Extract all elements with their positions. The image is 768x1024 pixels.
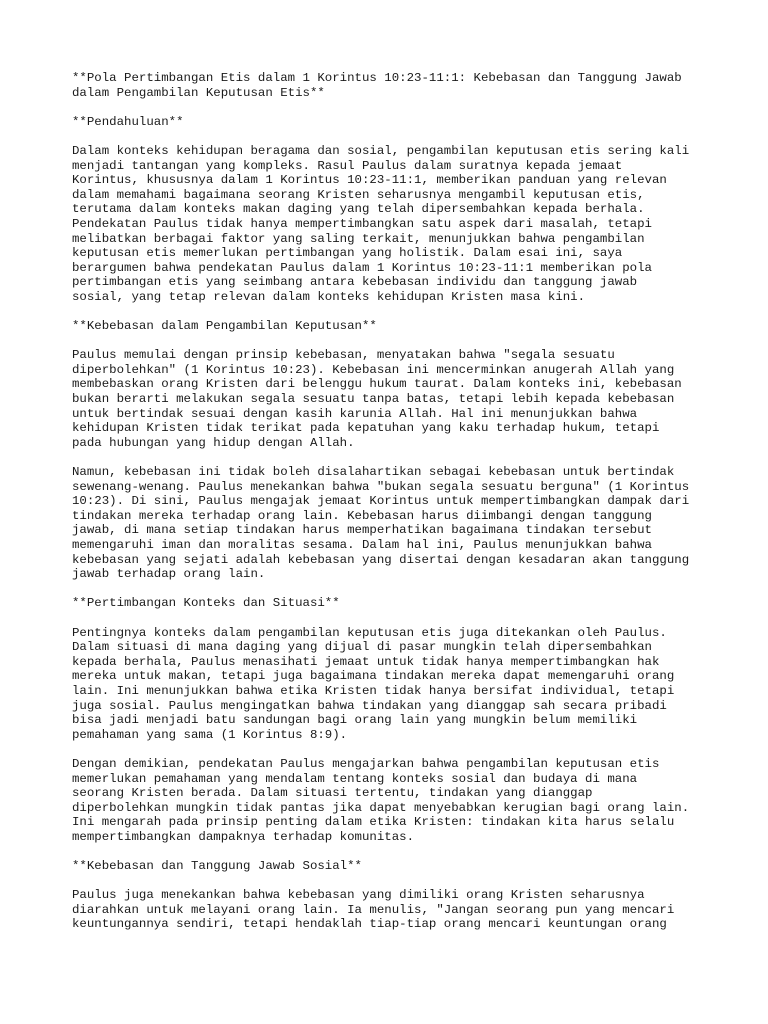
text-line: **Pertimbangan Konteks dan Situasi** (72, 596, 340, 611)
text-line: pada hubungan yang hidup dengan Allah. (72, 435, 355, 450)
text-line: **Kebebasan dalam Pengambilan Keputusan** (72, 319, 377, 334)
text-line: bukan berarti melakukan segala sesuatu tanpa batas, tetapi lebih kepada kebebasan (72, 392, 675, 407)
text-line: Pendekatan Paulus tidak hanya mempertimbangkan satu aspek dari masalah, tetapi (72, 216, 652, 231)
text-line: memengaruhi iman dan moralitas sesama. Dalam hal ini, Paulus menunjukkan bahwa (72, 538, 652, 552)
text-line: sewenang-wenang. Paulus menekankan bahwa "bukan segala sesuatu berguna" (1 Korintus (72, 479, 690, 494)
text-line: seorang Kristen berada. Dalam situasi tertentu, tindakan yang dianggap (72, 786, 593, 801)
text-line: menjadi tantangan yang kompleks. Rasul Paulus dalam suratnya kepada jemaat (72, 158, 623, 173)
section-heading (72, 319, 732, 334)
paragraph (72, 465, 732, 582)
text-line: tindakan mereka terhadap orang lain. Kebebasan harus diimbangi dengan tanggung (72, 508, 652, 523)
text-line: mempertimbangkan dampaknya terhadap komunitas. (72, 829, 415, 844)
text-line: **Pendahuluan** (72, 114, 184, 129)
section-heading (72, 115, 732, 130)
text-line: bisa jadi menjadi batu sandungan bagi orang lain yang mungkin belum memiliki (72, 713, 638, 728)
text-line: kebebasan yang sejati adalah kebebasan yang disertai dengan kesadaran akan tanggung (72, 552, 690, 567)
text-line: sosial, yang tetap relevan dalam konteks kehidupan Kristen masa kini. (72, 289, 586, 304)
text-line: Ini mengarah pada prinsip penting dalam etika Kristen: tindakan kita harus selalu (72, 815, 675, 830)
document-title (72, 71, 732, 100)
text-line: Namun, kebebasan ini tidak boleh disalahartikan sebagai kebebasan untuk bertindak (72, 465, 675, 480)
text-line: pertimbangan etis yang seimbang antara kebebasan individu dan tanggung jawab (72, 275, 638, 290)
text-line: terutama dalam konteks makan daging yang telah dipersembahkan kepada berhala. (72, 202, 645, 217)
text-line: diperbolehkan mungkin tidak pantas jika dapat menyebabkan kerugian bagi orang lain. (72, 800, 690, 815)
document-page (72, 71, 732, 947)
text-line: Dalam situasi di mana daging yang dijual di pasar mungkin telah dipersembahkan (72, 640, 652, 655)
text-line: Paulus juga menekankan bahwa kebebasan yang dimiliki orang Kristen seharusnya (72, 888, 645, 903)
paragraph (72, 888, 732, 932)
text-line: lain. Ini menunjukkan bahwa etika Kristen tidak hanya bersifat individual, tetapi (72, 683, 675, 698)
text-line: berargumen bahwa pendekatan Paulus dalam 1 Korintus 10:23-11:1 memberikan pola (72, 260, 652, 275)
text-line: 10:23). Di sini, Paulus mengajak jemaat Korintus untuk mempertimbangkan dampak dari (72, 494, 690, 509)
text-line: Korintus, khususnya dalam 1 Korintus 10:23-11:1, memberikan panduan yang relevan (72, 173, 667, 188)
text-line: jawab terhadap orang lain. (72, 567, 266, 582)
text-line: kehidupan Kristen tidak terikat pada kepatuhan yang kaku terhadap hukum, tetapi (72, 421, 660, 436)
text-line: keuntungannya sendiri, tetapi hendaklah tiap-tiap orang mencari keuntungan orang (72, 917, 667, 932)
text-line: kepada berhala, Paulus menasihati jemaat untuk tidak hanya mempertimbangkan hak (72, 654, 660, 669)
text-line: keputusan etis memerlukan pertimbangan yang holistik. Dalam esai ini, saya (72, 246, 623, 261)
paragraph (72, 757, 732, 845)
text-line: untuk bertindak sesuai dengan kasih karunia Allah. Hal ini menunjukkan bahwa (72, 406, 638, 421)
section-heading (72, 596, 732, 611)
text-line: diperbolehkan" (1 Korintus 10:23). Kebebasan ini mencerminkan anugerah Allah yang (72, 362, 675, 377)
text-line: diarahkan untuk melayani orang lain. Ia menulis, "Jangan seorang pun yang mencari (72, 902, 675, 917)
text-line: Dengan demikian, pendekatan Paulus mengajarkan bahwa pengambilan keputusan etis (72, 756, 660, 771)
text-line: pemahaman yang sama (1 Korintus 8:9). (72, 727, 348, 742)
paragraph (72, 626, 732, 743)
text-line: **Kebebasan dan Tanggung Jawab Sosial** (72, 859, 362, 874)
text-line: dalam memahami bagaimana seorang Kristen seharusnya mengambil keputusan etis, (72, 187, 645, 202)
text-line: melibatkan berbagai faktor yang saling terkait, menunjukkan bahwa pengambilan (72, 231, 645, 246)
text-line: membebaskan orang Kristen dari belenggu hukum taurat. Dalam konteks ini, kebebasan (72, 377, 682, 392)
text-line: juga sosial. Paulus mengingatkan bahwa tindakan yang dianggap sah secara pribadi (72, 698, 667, 713)
section-heading (72, 859, 732, 874)
paragraph (72, 144, 732, 305)
text-line: dalam Pengambilan Keputusan Etis** (72, 85, 325, 100)
text-line: Pentingnya konteks dalam pengambilan keputusan etis juga ditekankan oleh Paulus. (72, 625, 667, 640)
text-line: Dalam konteks kehidupan beragama dan sosial, pengambilan keputusan etis sering kali (72, 143, 690, 158)
text-line: mereka untuk makan, tetapi juga bagaimana tindakan mereka dapat memengaruhi orang (72, 669, 675, 684)
text-line: jawab, di mana setiap tindakan harus memperhatikan bagaimana tindakan tersebut (72, 523, 652, 538)
paragraph (72, 348, 732, 450)
text-line: **Pola Pertimbangan Etis dalam 1 Korintus 10:23-11:1: Kebebasan dan Tanggung Jawab (72, 71, 682, 85)
text-line: Paulus memulai dengan prinsip kebebasan, menyatakan bahwa "segala sesuatu (72, 348, 615, 363)
text-line: memerlukan pemahaman yang mendalam tentang konteks sosial dan budaya di mana (72, 771, 638, 786)
